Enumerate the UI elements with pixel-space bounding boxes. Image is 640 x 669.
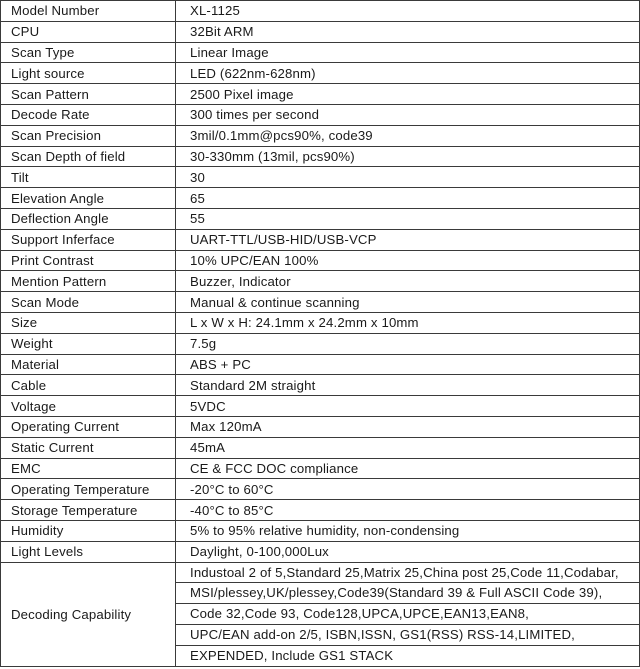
spec-value: ABS + PC — [176, 354, 640, 375]
spec-label: Weight — [1, 333, 176, 354]
spec-label: Cable — [1, 375, 176, 396]
spec-row-decode-rate — [1, 104, 640, 125]
spec-row-scan-type — [1, 42, 640, 63]
spec-row-static-current — [1, 437, 640, 458]
spec-row-weight — [1, 333, 640, 354]
spec-row-scan-mode — [1, 292, 640, 313]
spec-value: 30-330mm (13mil, pcs90%) — [176, 146, 640, 167]
spec-value: LED (622nm-628nm) — [176, 63, 640, 84]
spec-row-decoding-capability — [1, 562, 640, 666]
spec-row-print-contrast — [1, 250, 640, 271]
decoding-line: UPC/EAN add-on 2/5, ISBN,ISSN, GS1(RSS) RSS-14,LIMITED, — [176, 625, 639, 646]
spec-value: L x W x H: 24.1mm x 24.2mm x 10mm — [176, 312, 640, 333]
spec-value: 300 times per second — [176, 104, 640, 125]
spec-value: CE & FCC DOC compliance — [176, 458, 640, 479]
spec-label: Material — [1, 354, 176, 375]
spec-label: Mention Pattern — [1, 271, 176, 292]
spec-label: Operating Current — [1, 416, 176, 437]
spec-label: Tilt — [1, 167, 176, 188]
spec-label: Elevation Angle — [1, 188, 176, 209]
spec-value: Max 120mA — [176, 416, 640, 437]
spec-row-model-number — [1, 1, 640, 22]
spec-row-light-levels — [1, 541, 640, 562]
spec-label: Size — [1, 312, 176, 333]
spec-value: 2500 Pixel image — [176, 84, 640, 105]
spec-value: Linear Image — [176, 42, 640, 63]
spec-label: Scan Precision — [1, 125, 176, 146]
spec-label: Print Contrast — [1, 250, 176, 271]
spec-label: Operating Temperature — [1, 479, 176, 500]
spec-row-cable — [1, 375, 640, 396]
spec-row-scan-depth-of-field — [1, 146, 640, 167]
spec-value: 45mA — [176, 437, 640, 458]
spec-label: EMC — [1, 458, 176, 479]
spec-row-humidity — [1, 520, 640, 541]
spec-label: Scan Type — [1, 42, 176, 63]
spec-table-body — [1, 1, 640, 667]
spec-value: 30 — [176, 167, 640, 188]
spec-label: Static Current — [1, 437, 176, 458]
spec-value: 5% to 95% relative humidity, non-condensing — [176, 520, 640, 541]
spec-row-mention-pattern — [1, 271, 640, 292]
spec-value: 3mil/0.1mm@pcs90%, code39 — [176, 125, 640, 146]
spec-value: Daylight, 0-100,000Lux — [176, 541, 640, 562]
spec-value: Standard 2M straight — [176, 375, 640, 396]
spec-row-deflection-angle — [1, 208, 640, 229]
spec-row-operating-temperature — [1, 479, 640, 500]
spec-row-material — [1, 354, 640, 375]
spec-label: Storage Temperature — [1, 500, 176, 521]
spec-row-scan-pattern — [1, 84, 640, 105]
decoding-capability-list — [176, 562, 640, 666]
spec-row-voltage — [1, 396, 640, 417]
decoding-line: Industoal 2 of 5,Standard 25,Matrix 25,China post 25,Code 11,Codabar, — [176, 563, 639, 584]
spec-value: 55 — [176, 208, 640, 229]
spec-value: Buzzer, Indicator — [176, 271, 640, 292]
decoding-line: Code 32,Code 93, Code128,UPCA,UPCE,EAN13,EAN8, — [176, 604, 639, 625]
spec-row-light-source — [1, 63, 640, 84]
decoding-line: EXPENDED, Include GS1 STACK — [190, 647, 394, 663]
spec-value: Manual & continue scanning — [176, 292, 640, 313]
spec-label: Support Inferface — [1, 229, 176, 250]
spec-label: Scan Pattern — [1, 84, 176, 105]
spec-row-tilt — [1, 167, 640, 188]
spec-value: 10% UPC/EAN 100% — [176, 250, 640, 271]
spec-label: Model Number — [1, 1, 176, 22]
spec-value: UART-TTL/USB-HID/USB-VCP — [176, 229, 640, 250]
spec-label: Humidity — [1, 520, 176, 541]
spec-row-scan-precision — [1, 125, 640, 146]
spec-value: 7.5g — [176, 333, 640, 354]
spec-value: 5VDC — [176, 396, 640, 417]
spec-label: Deflection Angle — [1, 208, 176, 229]
spec-value: XL-1125 — [176, 1, 640, 22]
spec-row-operating-current — [1, 416, 640, 437]
spec-row-support-interface — [1, 229, 640, 250]
spec-label: Scan Depth of field — [1, 146, 176, 167]
spec-label: Decoding Capability — [1, 562, 176, 666]
spec-row-size — [1, 312, 640, 333]
spec-label: Light Levels — [1, 541, 176, 562]
spec-row-elevation-angle — [1, 188, 640, 209]
spec-row-cpu — [1, 21, 640, 42]
spec-label: Scan Mode — [1, 292, 176, 313]
spec-label: Voltage — [1, 396, 176, 417]
spec-label: Light source — [1, 63, 176, 84]
spec-value: -40°C to 85°C — [176, 500, 640, 521]
spec-label: Decode Rate — [1, 104, 176, 125]
decoding-line: MSI/plessey,UK/plessey,Code39(Standard 39 & Full ASCII Code 39), — [176, 583, 639, 604]
spec-value: 65 — [176, 188, 640, 209]
spec-value: -20°C to 60°C — [176, 479, 640, 500]
spec-row-emc — [1, 458, 640, 479]
spec-row-storage-temperature — [1, 500, 640, 521]
spec-value: 32Bit ARM — [176, 21, 640, 42]
spec-label: CPU — [1, 21, 176, 42]
